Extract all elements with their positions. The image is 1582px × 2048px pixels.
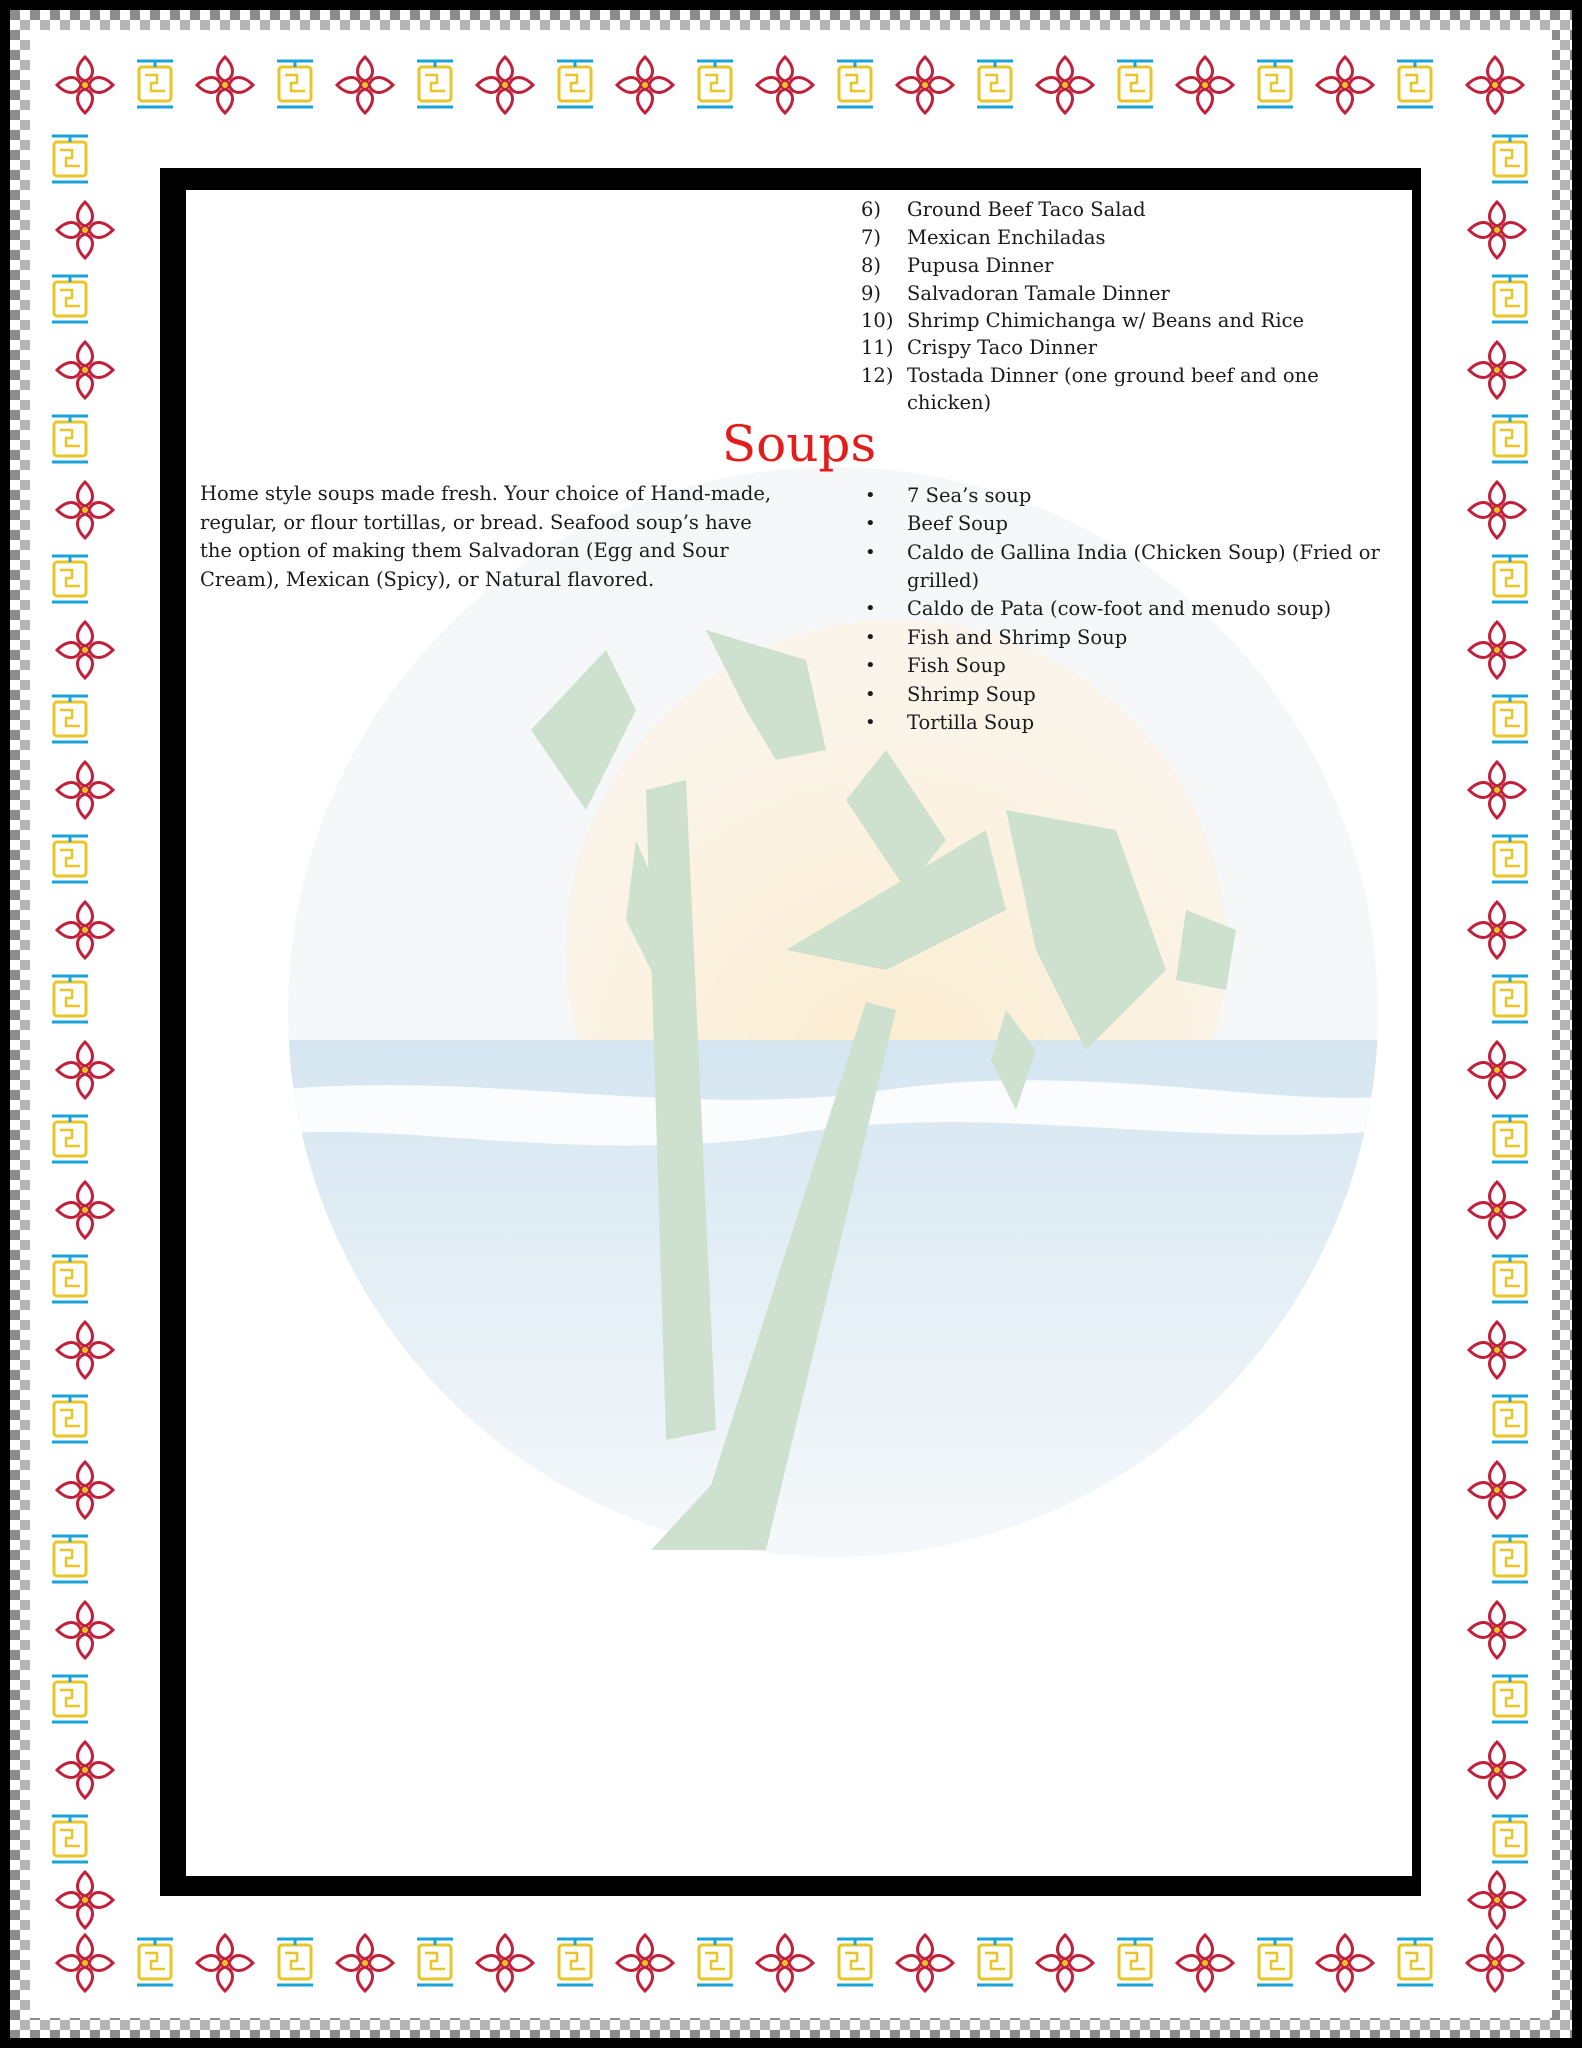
dish-name: Salvadoran Tamale Dinner: [907, 282, 1170, 305]
list-number: 10): [861, 309, 894, 332]
dish-name: Mexican Enchiladas: [907, 226, 1106, 249]
soup-name: Beef Soup: [907, 512, 1008, 535]
dish-name: Shrimp Chimichanga w/ Beans and Rice: [907, 309, 1305, 332]
soup-name: Fish Soup: [907, 654, 1006, 677]
bullet: •: [865, 684, 876, 705]
soup-name: Caldo de Gallina India (Chicken Soup) (Fried or: [907, 541, 1380, 564]
soup-name: 7 Sea’s soup: [907, 484, 1032, 507]
dish-name: Crispy Taco Dinner: [907, 336, 1098, 359]
list-number: 7): [861, 226, 882, 249]
dish-name: Pupusa Dinner: [907, 254, 1054, 277]
soups-description: Home style soups made fresh. Your choice of Hand-made, regular, or flour tortillas, or bread. Seafood soup’s have the option of making them Salvadoran (Egg and Sour Cream), Mexican (Spicy), or Natural flavored.: [200, 482, 772, 591]
section-title-soups: Soups: [721, 415, 877, 473]
soup-name: Tortilla Soup: [907, 711, 1035, 734]
bullet: •: [865, 655, 876, 676]
list-number: 6): [861, 198, 882, 221]
menu-content-area: [186, 190, 1412, 1876]
dish-name: Ground Beef Taco Salad: [907, 198, 1146, 221]
soup-name: Fish and Shrimp Soup: [907, 626, 1128, 649]
bullet: •: [865, 712, 876, 733]
soup-name: Caldo de Pata (cow-foot and menudo soup): [907, 597, 1332, 620]
bullet: •: [865, 485, 876, 506]
list-number: 11): [861, 336, 894, 359]
dish-name-continuation: chicken): [907, 391, 992, 414]
menu-page: [10, 10, 1572, 2038]
bullet: •: [865, 627, 876, 648]
list-number: 9): [861, 282, 882, 305]
bullet: •: [865, 542, 876, 563]
bullet: •: [865, 598, 876, 619]
bullet: •: [865, 513, 876, 534]
soup-name-continuation: grilled): [907, 569, 980, 592]
list-number: 12): [861, 364, 894, 387]
list-number: 8): [861, 254, 882, 277]
soup-name: Shrimp Soup: [907, 683, 1036, 706]
dish-name: Tostada Dinner (one ground beef and one: [907, 364, 1319, 387]
